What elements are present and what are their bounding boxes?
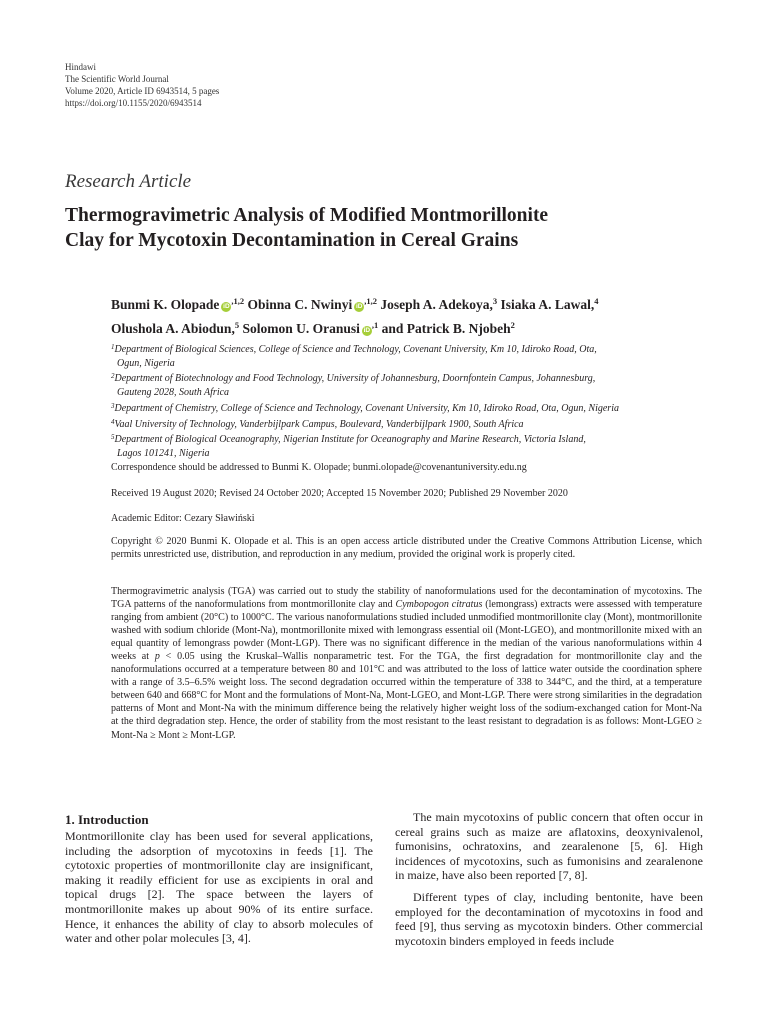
title-line-1: Thermogravimetric Analysis of Modified Montmorillonite	[65, 205, 549, 226]
affiliation-text: Department of Chemistry, College of Science and Technology, Covenant University, Km 10, Idiroko Road, Ota, Ogun, Nigeria	[114, 402, 619, 414]
abstract	[111, 585, 702, 742]
author-name[interactable]: Solomon U. Oranusi	[242, 321, 360, 336]
affiliation-number: 5	[111, 433, 115, 442]
body-column-left	[65, 812, 373, 946]
affiliations	[111, 341, 711, 461]
author-affil-sup: 5	[234, 320, 240, 330]
affiliation-number: 4	[111, 417, 115, 426]
affiliation-number: 1	[111, 343, 115, 351]
journal-header	[65, 61, 219, 109]
author-line-1	[111, 291, 711, 315]
article-title	[65, 203, 705, 253]
p-value-symbol: p	[154, 651, 160, 663]
affiliation-item	[111, 400, 711, 416]
affiliation-item	[111, 416, 711, 432]
author-name[interactable]: Olushola A. Abiodun,	[111, 321, 235, 336]
orcid-icon[interactable]: iD	[355, 303, 363, 310]
affiliation-text: Gauteng 2028, South Africa	[117, 387, 230, 399]
affiliation-text: Department of Biotechnology and Food Technology, University of Johannesburg, Doornfontein Campus, Johannesburg,	[114, 373, 596, 385]
author-name[interactable]: Joseph A. Adekoya,	[380, 297, 493, 312]
body-paragraph: Montmorillonite clay has been used for several applications, including the adsorption of mycotoxins in feeds [1]. The cytotoxic properties of montmorillonite clay are insignificant, making it readily efficient for use as excipients in oral and topical drugs [2]. The space between the layers of montmorillonite makes up about 90% of its entire surface. Hence, it enhances the ability of clay to absorb molecules of water and other polar molecules [3, 4].	[65, 829, 373, 946]
author-list	[111, 291, 711, 339]
author-affil-sup: 3	[492, 296, 498, 306]
affiliation-number: 3	[111, 401, 115, 410]
author-affil-sup: ,1,2	[231, 296, 245, 306]
orcid-icon[interactable]: iD	[363, 327, 371, 334]
author-name[interactable]: and Patrick B. Njobeh	[381, 321, 511, 336]
title-line-2: Clay for Mycotoxin Decontamination in Cereal Grains	[65, 230, 519, 251]
affiliation-number: 2	[111, 372, 115, 381]
volume-info: Volume 2020, Article ID 6943514, 5 pages	[65, 86, 220, 96]
doi-link[interactable]: https://doi.org/10.1155/2020/6943514	[65, 98, 202, 108]
paragraph-gap	[395, 883, 703, 890]
academic-editor: Academic Editor: Cezary Sławiński	[111, 513, 255, 524]
article-type: Research Article	[65, 171, 192, 192]
author-affil-sup: 4	[594, 296, 599, 306]
affiliation-item	[111, 370, 711, 399]
journal-name: The Scientific World Journal	[65, 74, 169, 84]
publication-dates: Received 19 August 2020; Revised 24 October 2020; Accepted 15 November 2020; Published 29 November 2020	[111, 488, 568, 499]
abstract-text: Thermogravimetric analysis (TGA) was carried out to study the stability of nanoformulations used for the decontamination of mycotoxins. The TGA patterns of the nanoformulations from montmorillonite clay and	[111, 586, 702, 611]
author-name[interactable]: Bunmi K. Olopade	[111, 297, 220, 312]
author-affil-sup: ,1	[371, 320, 379, 330]
body-paragraph: Different types of clay, including bentonite, have been employed for the decontamination of mycotoxins in food and feed [9], thus serving as mycotoxin binders. Other commercial mycotoxin binders employed in feeds include	[395, 889, 703, 948]
publisher-name: Hindawi	[65, 62, 96, 72]
affiliation-item	[111, 341, 711, 370]
affiliation-text: Department of Biological Oceanography, Nigerian Institute for Oceanography and Marine Research, Victoria Island,	[114, 434, 586, 446]
author-name[interactable]: Isiaka A. Lawal,	[500, 297, 595, 312]
author-affil-sup: ,1,2	[364, 296, 377, 306]
abstract-text: (lemongrass) extracts were assessed with temperature ranging from ambient (20°C) to 1000°C. The various nanoformulations studied included unmodified montmorillonite clay (Mont), montmorillonite washed with sodium chloride (Mont-Na), montmorillonite mixed with lemongrass essential oil (Mont-LGEO), and montmorillonite mixed with an equal quantity of lemongrass powder (Mont-LGP). There was no significant difference in the median of the various nanoformulations within 4 weeks at	[111, 599, 703, 663]
body-column-right	[395, 810, 703, 948]
species-name: Cymbopogon citratus	[395, 599, 483, 611]
affiliation-item	[111, 431, 711, 460]
affiliation-text: Ogun, Nigeria	[117, 357, 175, 369]
abstract-text: < 0.05 using the Kruskal–Wallis nonparametric test. For the TGA, the first degradation for montmorillonite clay and the nanoformulations occurred at a temperature between 80 and 101°C and was attributed to the loss of lattice water outside the coordination sphere with a range of 3.5–6.5% weight loss. The second degradation occurred within the temperature of 338 to 344°C, and the third, at a temperature between 640 and 668°C for Mont and the formulations of Mont-Na, Mont-LGEO, and Mont-LGP. There were strong similarities in the degradation patterns of Mont and Mont-Na with the minimum difference being the relatively higher weight loss of the sodium-exchanged cation for Mont-Na at the third degradation step. Hence, the order of stability from the most resistant to the least resistant to degradation is as follows: Mont-LGEO ≥ Mont-Na ≥ Mont ≥ Mont-LGP.	[111, 651, 702, 741]
section-heading: 1. Introduction	[65, 812, 149, 827]
correspondence: Correspondence should be addressed to Bunmi K. Olopade; bunmi.olopade@covenantuniversity.edu.ng	[111, 462, 527, 473]
orcid-icon[interactable]: iD	[223, 303, 230, 310]
copyright-notice: Copyright © 2020 Bunmi K. Olopade et al. This is an open access article distributed under the Creative Commons Attribution License, which permits unrestricted use, distribution, and reproduction in any medium, provided the original work is properly cited.	[111, 536, 702, 560]
author-line-2	[111, 315, 711, 339]
body-paragraph: The main mycotoxins of public concern that often occur in cereal grains such as maize are aflatoxins, deoxynivalenol, fumonisins, ochratoxins, and zearalenone [5, 6]. High incidences of mycotoxins, such as fumonisins and zearalenone in maize, have also been reported [7, 8].	[395, 810, 703, 883]
affiliation-text: Lagos 101241, Nigeria	[117, 447, 210, 459]
author-affil-sup: 2	[510, 320, 515, 330]
affiliation-text: Department of Biological Sciences, College of Science and Technology, Covenant University, Km 10, Idiroko Road, Ota,	[114, 344, 597, 355]
affiliation-text: Vaal University of Technology, Vanderbijlpark Campus, Boulevard, Vanderbijlpark 1900, South Africa	[114, 418, 524, 430]
author-name[interactable]: Obinna C. Nwinyi	[247, 297, 353, 312]
